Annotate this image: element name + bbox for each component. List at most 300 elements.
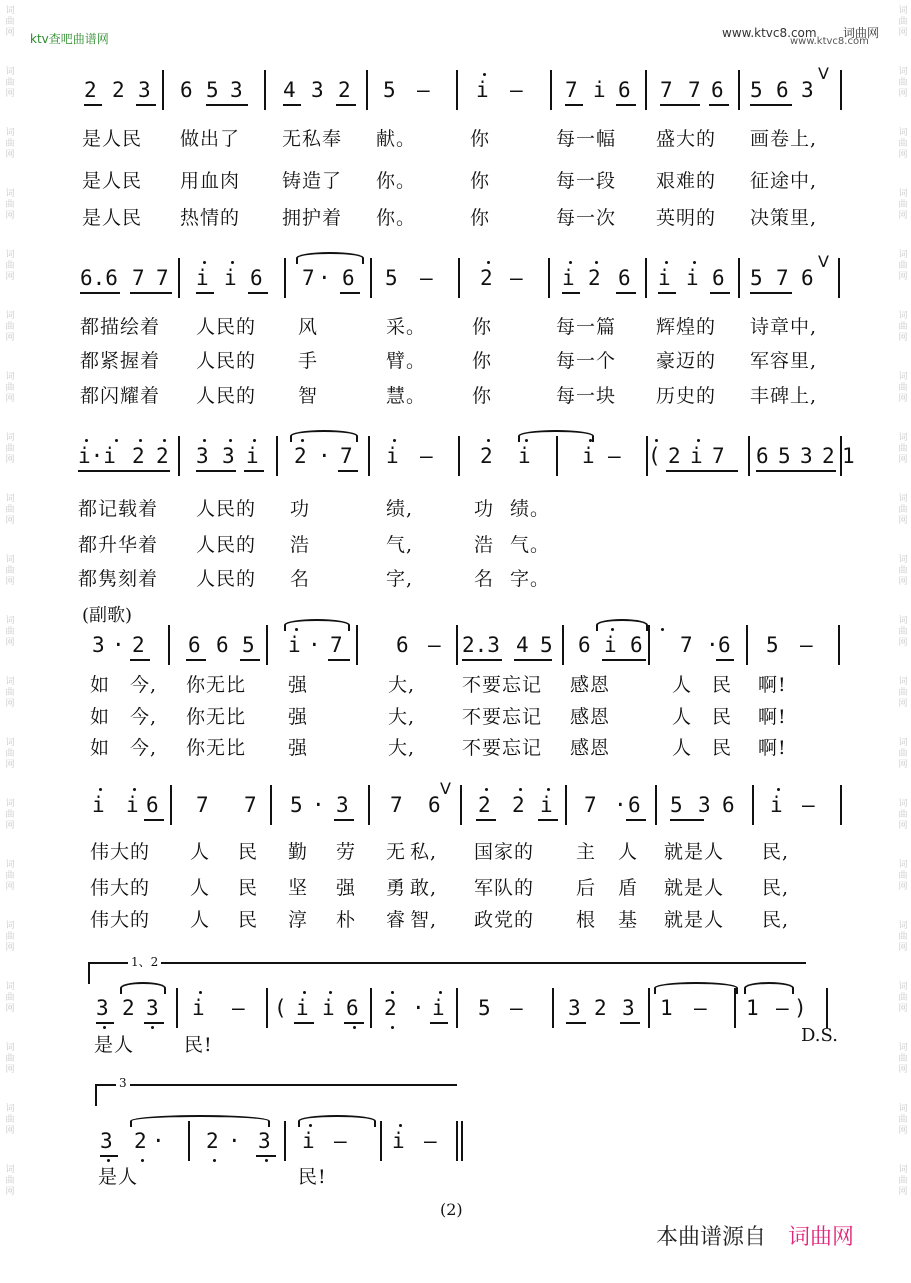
duration-underline	[660, 104, 700, 106]
note: i	[386, 444, 399, 468]
note: —	[232, 996, 245, 1020]
octave-dot-high	[393, 439, 396, 442]
duration-underline	[340, 292, 360, 294]
duration-underline	[616, 104, 636, 106]
note: 6	[722, 793, 735, 817]
site-url-right[interactable]: www.ktvc8.com	[722, 26, 817, 40]
note: i	[224, 266, 237, 290]
lyric-word: 是人民	[82, 170, 143, 192]
lyric-word: 伟大的	[90, 841, 151, 863]
bar-line	[178, 258, 180, 298]
lyric-word: 就是人	[664, 877, 725, 899]
note: 2	[134, 1129, 147, 1153]
note: 2	[480, 444, 493, 468]
note: 5	[206, 78, 219, 102]
note: 6	[180, 78, 193, 102]
watermark-glyph: 词	[898, 372, 908, 382]
watermark-glyph: 曲	[5, 627, 15, 637]
lyric-word: 今,	[130, 674, 158, 696]
watermark-glyph: 网	[5, 760, 15, 770]
note: i	[686, 266, 699, 290]
octave-dot-high	[697, 439, 700, 442]
note: 6.6	[80, 266, 118, 290]
note: 5	[478, 996, 491, 1020]
duration-underline	[334, 819, 354, 821]
duration-underline	[566, 1022, 586, 1024]
note: i	[392, 1129, 405, 1153]
note: i	[246, 444, 259, 468]
lyric-word: 民	[238, 877, 259, 899]
lyric-word: 都隽刻着	[78, 568, 159, 590]
site-name-left[interactable]: ktv查吧曲谱网	[30, 32, 109, 46]
lyric-word: 淳	[288, 909, 309, 931]
watermark-glyph: 曲	[898, 871, 908, 881]
lyrics-row-6	[0, 1030, 911, 1058]
note: 5	[778, 444, 791, 468]
lyric-word: 主	[576, 841, 597, 863]
note: (	[648, 444, 661, 468]
note: 3	[568, 996, 581, 1020]
note: 3	[258, 1129, 271, 1153]
note: 6	[146, 793, 159, 817]
bar-line	[648, 988, 650, 1028]
lyric-word: 朴	[336, 909, 357, 931]
note: 5	[750, 78, 763, 102]
note: i	[658, 266, 671, 290]
lyric-word: 盛大的	[656, 128, 717, 150]
bar-line	[840, 70, 842, 110]
note: —	[428, 633, 441, 657]
note: 6	[396, 633, 409, 657]
octave-dot-high	[253, 439, 256, 442]
bar-line	[645, 258, 647, 298]
site-name-right[interactable]: 词曲网	[843, 26, 880, 40]
duration-underline	[100, 1155, 118, 1157]
lyric-word: 采。	[386, 316, 427, 338]
note: —	[420, 266, 433, 290]
note: 2	[206, 1129, 219, 1153]
duration-underline	[144, 819, 164, 821]
note: 5	[540, 633, 553, 657]
note: 7	[196, 793, 209, 817]
lyric-word: 不要忘记	[462, 674, 543, 696]
note: ·	[706, 633, 719, 657]
note: 7	[660, 78, 673, 102]
watermark-glyph: 词	[898, 799, 908, 809]
bar-line	[648, 625, 650, 665]
note: 6	[216, 633, 229, 657]
watermark-glyph: 曲	[898, 932, 908, 942]
watermark-glyph: 网	[898, 394, 908, 404]
duration-underline	[716, 659, 734, 661]
note: i	[582, 444, 595, 468]
site-url-overlay: www.ktvc8.com	[790, 36, 869, 47]
octave-dot-high	[655, 439, 658, 442]
bar-line	[356, 625, 358, 665]
watermark-glyph: 词	[898, 1165, 908, 1175]
bar-line	[168, 625, 170, 665]
watermark-glyph: 词	[5, 189, 15, 199]
bar-line	[838, 258, 840, 298]
duration-underline	[616, 292, 636, 294]
bar-line	[565, 785, 567, 825]
watermark-glyph: 词	[5, 128, 15, 138]
watermark-glyph: 网	[898, 1065, 908, 1075]
watermark-glyph: 词	[5, 494, 15, 504]
lyric-word: 如	[90, 737, 111, 759]
duration-underline	[750, 292, 792, 294]
note: ·	[312, 793, 325, 817]
lyric-word: 人民的	[196, 534, 257, 556]
octave-dot-low	[353, 1026, 356, 1029]
note: 5	[242, 633, 255, 657]
watermark-glyph: 网	[5, 1004, 15, 1014]
note: i	[196, 266, 209, 290]
watermark-glyph: 曲	[898, 1115, 908, 1125]
notation-row-1	[0, 64, 911, 110]
lyric-word: 盾	[618, 877, 639, 899]
octave-dot-low	[103, 1026, 106, 1029]
watermark-glyph: 词	[5, 1043, 15, 1053]
note: 1	[660, 996, 673, 1020]
bar-line	[562, 625, 564, 665]
watermark-glyph: 词	[5, 677, 15, 687]
watermark-glyph: 网	[5, 89, 15, 99]
lyric-word: 你	[470, 207, 491, 229]
lyric-word: 每一段	[556, 170, 617, 192]
note: ·	[228, 1129, 241, 1153]
watermark-glyph: 网	[5, 1187, 15, 1197]
duration-underline	[670, 819, 704, 821]
notation-row-2	[0, 252, 911, 298]
duration-underline	[756, 470, 836, 472]
note: 2	[822, 444, 835, 468]
note: ·	[614, 793, 627, 817]
lyric-word: 手	[298, 350, 319, 372]
lyric-word: 不要忘记	[462, 737, 543, 759]
note: 3	[622, 996, 635, 1020]
lyric-word: 感恩	[570, 706, 611, 728]
note: —	[776, 996, 789, 1020]
note: 5	[766, 633, 779, 657]
lyric-word: 你	[470, 128, 491, 150]
note: 3	[138, 78, 151, 102]
slur-tie	[654, 982, 738, 994]
bar-line	[746, 625, 748, 665]
lyric-word: 如	[90, 674, 111, 696]
notation-row-4	[0, 625, 911, 665]
volta-bracket-3	[95, 1084, 457, 1086]
source-text: 本曲谱源自	[656, 1225, 767, 1250]
watermark-glyph: 曲	[5, 322, 15, 332]
note: 2	[132, 444, 145, 468]
note: 6	[801, 266, 814, 290]
lyric-word: 啊!	[758, 706, 787, 728]
watermark-glyph: 曲	[898, 993, 908, 1003]
octave-dot-high	[303, 991, 306, 994]
bar-line	[370, 988, 372, 1028]
note: 7	[565, 78, 578, 102]
note: 3	[311, 78, 324, 102]
note: 7	[302, 266, 315, 290]
watermark-glyph: 词	[898, 616, 908, 626]
note: 6	[618, 266, 631, 290]
lyric-word: 强	[288, 706, 309, 728]
lyric-word: 大,	[388, 737, 416, 759]
watermark-glyph: 词	[898, 1043, 908, 1053]
lyric-word: 大,	[388, 674, 416, 696]
lyric-word: 私,	[410, 841, 438, 863]
lyric-word: 你。	[376, 170, 417, 192]
lyric-word: 是人民	[82, 207, 143, 229]
note: —	[424, 1129, 437, 1153]
duration-underline	[658, 292, 676, 294]
notation-row-3	[0, 436, 911, 476]
bar-line	[456, 70, 458, 110]
watermark-glyph: 词	[898, 311, 908, 321]
bar-line	[550, 70, 552, 110]
note: i	[296, 996, 309, 1020]
volta-bracket-tick	[88, 962, 90, 984]
watermark-glyph: 曲	[898, 383, 908, 393]
watermark-glyph: 曲	[5, 993, 15, 1003]
octave-dot-high	[777, 788, 780, 791]
watermark-glyph: 曲	[5, 383, 15, 393]
note: 3	[146, 996, 159, 1020]
note: 3	[230, 78, 243, 102]
note: i	[690, 444, 703, 468]
octave-dot-high	[693, 261, 696, 264]
lyric-word: 人民的	[196, 568, 257, 590]
lyric-word: 都记载着	[78, 498, 159, 520]
lyric-word: 人	[190, 841, 211, 863]
watermark-glyph: 网	[5, 516, 15, 526]
note: 2	[112, 78, 125, 102]
watermark-glyph: 词	[5, 250, 15, 260]
lyric-word: 民!	[298, 1166, 327, 1188]
watermark-glyph: 网	[5, 394, 15, 404]
lyric-word: 你	[472, 350, 493, 372]
octave-dot-low	[391, 1026, 394, 1029]
note: 4	[516, 633, 529, 657]
note: 5	[750, 266, 763, 290]
lyric-word: 今,	[130, 737, 158, 759]
watermark-glyph: 曲	[5, 932, 15, 942]
watermark-glyph: 网	[898, 272, 908, 282]
duration-underline	[283, 104, 301, 106]
watermark-glyph: 曲	[5, 810, 15, 820]
watermark-glyph: 曲	[898, 505, 908, 515]
lyric-word: 民	[238, 841, 259, 863]
lyric-word: 决策里,	[750, 207, 818, 229]
bar-line	[170, 785, 172, 825]
duration-underline	[256, 1155, 276, 1157]
watermark-glyph: 词	[5, 860, 15, 870]
duration-underline	[336, 104, 356, 106]
lyric-word: 做出了	[180, 128, 241, 150]
duration-underline	[294, 1022, 314, 1024]
octave-dot-high	[595, 261, 598, 264]
lyric-word: 勤	[288, 841, 309, 863]
bar-line	[368, 436, 370, 476]
octave-dot-high	[439, 991, 442, 994]
lyric-word: 功	[474, 498, 495, 520]
note: —	[802, 793, 815, 817]
lyric-word: 智,	[410, 909, 438, 931]
note: 7	[776, 266, 789, 290]
lyric-word: 都紧握着	[80, 350, 161, 372]
watermark-glyph: 曲	[5, 444, 15, 454]
watermark-glyph: 曲	[5, 749, 15, 759]
watermark-glyph: 网	[5, 699, 15, 709]
note: i	[540, 793, 553, 817]
watermark-glyph: 曲	[5, 139, 15, 149]
note: 3	[336, 793, 349, 817]
lyric-word: 就是人	[664, 909, 725, 931]
bar-line	[266, 625, 268, 665]
volta-label-3: 3	[116, 1076, 130, 1090]
lyric-word: 人	[190, 877, 211, 899]
lyric-word: 字。	[510, 568, 551, 590]
duration-underline	[538, 819, 558, 821]
lyric-word: 啊!	[758, 674, 787, 696]
breath-mark: V	[440, 779, 451, 798]
note: 2	[478, 793, 491, 817]
watermark-glyph: 曲	[5, 1115, 15, 1125]
lyric-word: 气,	[386, 534, 414, 556]
bar-line	[738, 258, 740, 298]
watermark-glyph: 网	[898, 150, 908, 160]
note: 7	[712, 444, 725, 468]
duration-underline	[186, 659, 206, 661]
note: ·	[152, 1129, 165, 1153]
octave-dot-high	[665, 261, 668, 264]
note: i	[770, 793, 783, 817]
duration-underline	[196, 292, 214, 294]
lyric-word: 每一幅	[556, 128, 617, 150]
lyric-word: 风	[298, 316, 319, 338]
watermark-glyph: 曲	[898, 444, 908, 454]
watermark-glyph: 网	[5, 211, 15, 221]
lyric-word: 感恩	[570, 737, 611, 759]
duration-underline	[750, 104, 792, 106]
lyric-word: 伟大的	[90, 909, 151, 931]
octave-dot-high	[569, 261, 572, 264]
watermark-glyph: 曲	[898, 322, 908, 332]
lyric-word: 人	[672, 706, 693, 728]
note: i	[604, 633, 617, 657]
note: (	[274, 996, 287, 1020]
bar-line	[461, 1121, 463, 1161]
note: 2	[384, 996, 397, 1020]
bar-line	[556, 436, 558, 476]
lyric-word: 啊!	[758, 737, 787, 759]
watermark-glyph: 网	[898, 821, 908, 831]
note: 6	[188, 633, 201, 657]
duration-underline	[462, 659, 502, 661]
note: 2	[338, 78, 351, 102]
note: i	[593, 78, 606, 102]
bar-line	[178, 436, 180, 476]
slur-tie	[596, 619, 648, 631]
watermark-glyph: 网	[898, 638, 908, 648]
bar-line	[370, 258, 372, 298]
lyric-word: 人	[618, 841, 639, 863]
lyric-word: 浩	[290, 534, 311, 556]
watermark-glyph: 网	[5, 150, 15, 160]
lyric-word: 就是人	[664, 841, 725, 863]
note: —	[694, 996, 707, 1020]
note: 2	[84, 78, 97, 102]
lyric-word: 是人	[94, 1034, 135, 1056]
watermark-glyph: 词	[898, 555, 908, 565]
watermark-glyph: 曲	[898, 17, 908, 27]
slur-tie	[296, 252, 364, 264]
bar-line	[840, 785, 842, 825]
note: 6	[618, 78, 631, 102]
lyric-word: 每一块	[556, 385, 617, 407]
watermark-glyph: 曲	[898, 566, 908, 576]
note: 3	[222, 444, 235, 468]
watermark-glyph: 网	[898, 943, 908, 953]
note: 7	[680, 633, 693, 657]
watermark-glyph: 网	[5, 1126, 15, 1136]
duration-underline	[666, 470, 738, 472]
bar-line	[458, 436, 460, 476]
watermark-glyph: 网	[5, 821, 15, 831]
duration-underline	[620, 1022, 640, 1024]
lyric-word: 献。	[376, 128, 417, 150]
note: 7	[340, 444, 353, 468]
note: ·	[112, 633, 125, 657]
watermark-glyph: 网	[5, 28, 15, 38]
watermark-glyph: 词	[898, 433, 908, 443]
watermark-glyph: 网	[898, 577, 908, 587]
note: 6	[628, 793, 641, 817]
lyric-word: 睿	[386, 909, 407, 931]
octave-dot-high	[399, 1124, 402, 1127]
duration-underline	[562, 292, 580, 294]
source-brand-link[interactable]: 词曲网	[788, 1225, 855, 1250]
watermark-glyph: 网	[898, 89, 908, 99]
watermark-glyph: 网	[898, 699, 908, 709]
lyric-word: 强	[288, 737, 309, 759]
bar-line	[276, 436, 278, 476]
duration-underline	[130, 659, 150, 661]
lyric-word: 民	[712, 674, 733, 696]
note: i	[126, 793, 139, 817]
octave-dot-high	[391, 991, 394, 994]
lyric-word: 慧。	[386, 385, 427, 407]
lyric-word: 人	[672, 674, 693, 696]
bar-line	[284, 258, 286, 298]
page-number: (2)	[440, 1200, 463, 1219]
watermark-glyph: 网	[5, 943, 15, 953]
watermark-glyph: 词	[5, 921, 15, 931]
duration-underline	[144, 1022, 164, 1024]
lyric-word: 英明的	[656, 207, 717, 229]
duration-underline	[130, 292, 172, 294]
lyric-word: 无私奉	[282, 128, 343, 150]
slur-tie	[284, 619, 350, 631]
note: i	[92, 793, 105, 817]
octave-dot-high	[483, 73, 486, 76]
octave-dot-high	[203, 261, 206, 264]
watermark-glyph: 网	[898, 455, 908, 465]
duration-underline	[476, 819, 496, 821]
note: )	[794, 996, 807, 1020]
lyric-word: 不要忘记	[462, 706, 543, 728]
